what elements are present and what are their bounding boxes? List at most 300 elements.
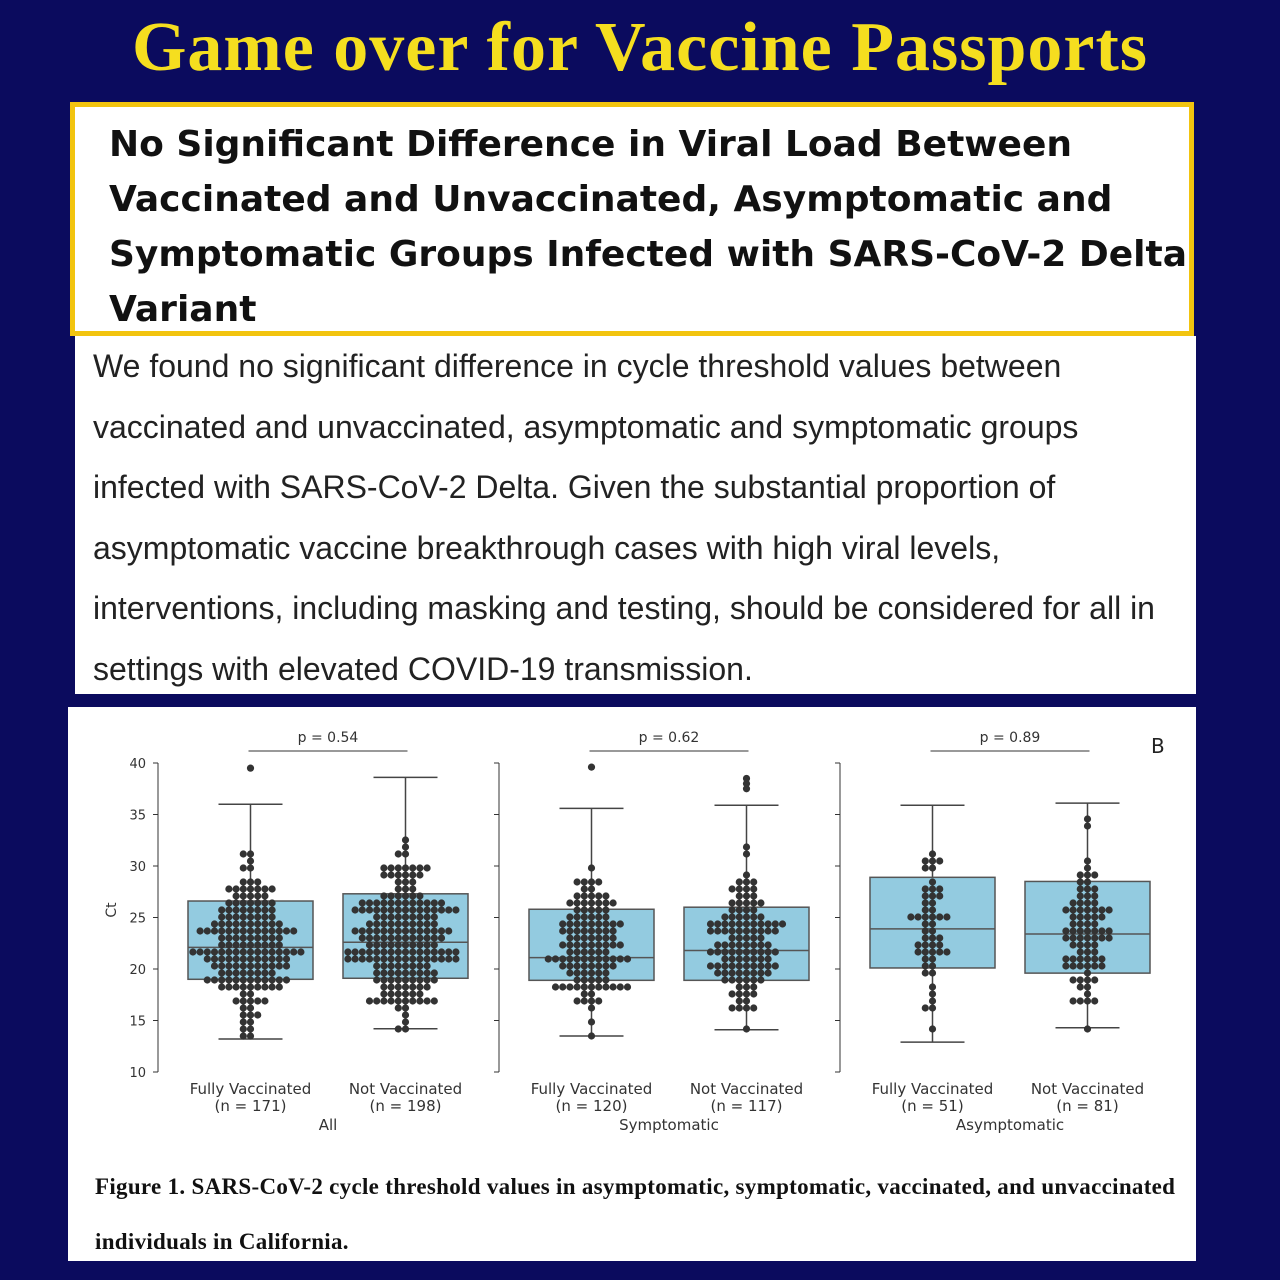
data-point: [395, 850, 402, 857]
p-value-label: p = 0.62: [638, 730, 700, 746]
y-tick-label: 40: [129, 757, 146, 772]
data-point: [373, 997, 380, 1004]
data-point: [366, 997, 373, 1004]
data-point: [402, 892, 409, 899]
x-category-label: Not Vaccinated: [689, 1080, 804, 1098]
data-point: [588, 962, 595, 969]
data-point: [936, 857, 943, 864]
data-point: [380, 899, 387, 906]
data-point: [240, 913, 247, 920]
data-point: [254, 913, 261, 920]
data-point: [602, 920, 609, 927]
data-point: [225, 976, 232, 983]
data-point: [254, 948, 261, 955]
data-point: [424, 997, 431, 1004]
data-point: [581, 969, 588, 976]
data-point: [1098, 906, 1105, 913]
data-point: [743, 955, 750, 962]
data-point: [588, 1018, 595, 1025]
data-point: [929, 899, 936, 906]
data-point: [373, 927, 380, 934]
data-point: [402, 885, 409, 892]
data-point: [233, 913, 240, 920]
data-point: [750, 976, 757, 983]
data-point: [1077, 948, 1084, 955]
data-point: [395, 934, 402, 941]
data-point: [595, 878, 602, 885]
data-point: [574, 983, 581, 990]
data-point: [424, 962, 431, 969]
data-point: [247, 1011, 254, 1018]
outlier-point: [743, 775, 750, 782]
data-point: [757, 920, 764, 927]
data-point: [297, 948, 304, 955]
data-point: [743, 878, 750, 885]
data-point: [559, 983, 566, 990]
data-point: [595, 962, 602, 969]
data-point: [743, 899, 750, 906]
data-point: [352, 906, 359, 913]
data-point: [581, 983, 588, 990]
data-point: [765, 948, 772, 955]
data-point: [416, 934, 423, 941]
data-point: [929, 920, 936, 927]
data-point: [929, 948, 936, 955]
data-point: [240, 990, 247, 997]
data-point: [1084, 962, 1091, 969]
data-point: [388, 990, 395, 997]
data-point: [736, 990, 743, 997]
data-point: [269, 906, 276, 913]
data-point: [431, 948, 438, 955]
data-point: [765, 962, 772, 969]
data-point: [610, 962, 617, 969]
data-point: [574, 969, 581, 976]
data-point: [743, 990, 750, 997]
data-point: [395, 913, 402, 920]
data-point: [225, 969, 232, 976]
data-point: [373, 969, 380, 976]
data-point: [395, 990, 402, 997]
data-point: [247, 969, 254, 976]
data-point: [915, 941, 922, 948]
data-point: [373, 934, 380, 941]
data-point: [1091, 913, 1098, 920]
data-point: [225, 899, 232, 906]
data-point: [409, 885, 416, 892]
article-title-box: [70, 102, 1194, 336]
data-point: [225, 906, 232, 913]
data-point: [943, 913, 950, 920]
data-point: [225, 983, 232, 990]
data-point: [714, 941, 721, 948]
data-point: [283, 955, 290, 962]
data-point: [409, 878, 416, 885]
data-point: [750, 913, 757, 920]
data-point: [729, 962, 736, 969]
data-point: [1077, 997, 1084, 1004]
data-point: [366, 899, 373, 906]
data-point: [729, 920, 736, 927]
data-point: [388, 871, 395, 878]
data-point: [402, 836, 409, 843]
data-point: [247, 941, 254, 948]
data-point: [922, 899, 929, 906]
data-point: [225, 941, 232, 948]
data-point: [922, 857, 929, 864]
data-point: [233, 892, 240, 899]
data-point: [1091, 962, 1098, 969]
data-point: [240, 864, 247, 871]
data-point: [750, 990, 757, 997]
data-point: [247, 1018, 254, 1025]
data-point: [595, 997, 602, 1004]
data-point: [736, 885, 743, 892]
swarm-points: [545, 764, 631, 1040]
data-point: [574, 920, 581, 927]
data-point: [261, 997, 268, 1004]
data-point: [743, 892, 750, 899]
data-point: [736, 899, 743, 906]
data-point: [559, 927, 566, 934]
data-point: [416, 990, 423, 997]
data-point: [380, 962, 387, 969]
data-point: [581, 955, 588, 962]
panel-label: B: [1151, 734, 1165, 758]
data-point: [359, 934, 366, 941]
data-point: [750, 934, 757, 941]
data-point: [595, 941, 602, 948]
data-point: [581, 927, 588, 934]
data-point: [1091, 941, 1098, 948]
data-point: [929, 1025, 936, 1032]
data-point: [388, 962, 395, 969]
data-point: [388, 864, 395, 871]
data-point: [566, 983, 573, 990]
data-point: [559, 941, 566, 948]
data-point: [743, 885, 750, 892]
data-point: [438, 948, 445, 955]
data-point: [581, 976, 588, 983]
data-point: [452, 955, 459, 962]
data-point: [602, 969, 609, 976]
data-point: [729, 885, 736, 892]
data-point: [218, 976, 225, 983]
data-point: [736, 927, 743, 934]
data-point: [424, 913, 431, 920]
data-point: [395, 976, 402, 983]
data-point: [402, 1004, 409, 1011]
data-point: [438, 899, 445, 906]
data-point: [1070, 934, 1077, 941]
y-tick-label: 10: [129, 1066, 146, 1081]
data-point: [240, 927, 247, 934]
data-point: [218, 948, 225, 955]
data-point: [729, 941, 736, 948]
data-point: [366, 955, 373, 962]
data-point: [380, 990, 387, 997]
data-point: [240, 934, 247, 941]
data-point: [743, 969, 750, 976]
data-point: [1098, 927, 1105, 934]
data-point: [269, 976, 276, 983]
data-point: [736, 920, 743, 927]
data-point: [729, 899, 736, 906]
data-point: [915, 948, 922, 955]
data-point: [743, 997, 750, 1004]
data-point: [204, 976, 211, 983]
data-point: [566, 941, 573, 948]
data-point: [424, 906, 431, 913]
data-point: [388, 934, 395, 941]
data-point: [247, 885, 254, 892]
data-point: [283, 962, 290, 969]
data-point: [1077, 899, 1084, 906]
data-point: [1084, 920, 1091, 927]
data-point: [409, 962, 416, 969]
data-point: [729, 913, 736, 920]
data-point: [559, 955, 566, 962]
data-point: [402, 927, 409, 934]
y-tick-label: 35: [129, 808, 146, 824]
data-point: [402, 962, 409, 969]
data-point: [247, 878, 254, 885]
data-point: [588, 913, 595, 920]
data-point: [743, 850, 750, 857]
figure-caption: Figure 1. SARS-CoV-2 cycle threshold values in asymptomatic, symptomatic, vaccinated, and unvaccinated individuals in California.: [95, 1174, 1176, 1254]
data-point: [424, 899, 431, 906]
data-point: [269, 913, 276, 920]
data-point: [233, 955, 240, 962]
data-point: [750, 920, 757, 927]
data-point: [602, 962, 609, 969]
data-point: [254, 920, 261, 927]
data-point: [581, 920, 588, 927]
data-point: [566, 927, 573, 934]
data-point: [936, 941, 943, 948]
data-point: [1062, 934, 1069, 941]
data-point: [416, 927, 423, 934]
data-point: [1070, 913, 1077, 920]
data-point: [907, 913, 914, 920]
data-point: [197, 948, 204, 955]
data-point: [261, 920, 268, 927]
data-point: [424, 983, 431, 990]
data-point: [276, 976, 283, 983]
data-point: [581, 948, 588, 955]
data-point: [743, 948, 750, 955]
data-point: [743, 1025, 750, 1032]
data-point: [218, 969, 225, 976]
data-point: [1070, 899, 1077, 906]
data-point: [218, 927, 225, 934]
data-point: [247, 962, 254, 969]
data-point: [929, 1004, 936, 1011]
data-point: [915, 913, 922, 920]
y-tick-label: 30: [129, 860, 146, 875]
data-point: [254, 941, 261, 948]
data-point: [1084, 899, 1091, 906]
data-point: [380, 927, 387, 934]
data-point: [581, 913, 588, 920]
y-tick-label: 15: [129, 1014, 146, 1030]
data-point: [269, 927, 276, 934]
data-point: [380, 892, 387, 899]
data-point: [247, 899, 254, 906]
data-point: [588, 892, 595, 899]
data-point: [757, 899, 764, 906]
data-point: [602, 934, 609, 941]
data-point: [233, 983, 240, 990]
data-point: [757, 955, 764, 962]
data-point: [736, 878, 743, 885]
data-point: [388, 899, 395, 906]
data-point: [240, 1018, 247, 1025]
data-point: [416, 892, 423, 899]
article-title: No Significant Difference in Viral Load Between Vaccinated and Unvaccinated, Asymptomatic and Symptomatic Groups Infected with SARS-CoV-2 Delta Variant: [109, 124, 1188, 330]
data-point: [395, 927, 402, 934]
data-point: [922, 1004, 929, 1011]
data-point: [602, 927, 609, 934]
data-point: [559, 920, 566, 927]
data-point: [721, 948, 728, 955]
data-point: [240, 906, 247, 913]
data-point: [574, 941, 581, 948]
x-category-label: Fully Vaccinated: [871, 1080, 994, 1098]
data-point: [736, 962, 743, 969]
data-point: [409, 990, 416, 997]
data-point: [743, 871, 750, 878]
data-point: [936, 934, 943, 941]
data-point: [574, 927, 581, 934]
data-point: [1106, 934, 1113, 941]
data-point: [402, 871, 409, 878]
figure-panel: [68, 707, 1196, 1261]
data-point: [402, 983, 409, 990]
data-point: [452, 948, 459, 955]
data-point: [743, 913, 750, 920]
data-point: [750, 878, 757, 885]
data-point: [416, 997, 423, 1004]
x-category-label: Fully Vaccinated: [189, 1080, 312, 1098]
data-point: [602, 892, 609, 899]
x-n-label: (n = 51): [901, 1097, 964, 1115]
data-point: [707, 948, 714, 955]
data-point: [574, 997, 581, 1004]
data-point: [757, 962, 764, 969]
data-point: [402, 878, 409, 885]
data-point: [211, 948, 218, 955]
data-point: [388, 997, 395, 1004]
data-point: [254, 934, 261, 941]
data-point: [602, 906, 609, 913]
data-point: [595, 913, 602, 920]
data-point: [373, 976, 380, 983]
data-point: [750, 1004, 757, 1011]
data-point: [610, 941, 617, 948]
data-point: [736, 941, 743, 948]
data-point: [736, 913, 743, 920]
data-point: [395, 871, 402, 878]
data-point: [736, 892, 743, 899]
data-point: [588, 1032, 595, 1039]
data-point: [380, 983, 387, 990]
data-point: [445, 906, 452, 913]
data-point: [225, 913, 232, 920]
data-point: [269, 899, 276, 906]
group-label: Asymptomatic: [955, 1116, 1065, 1134]
data-point: [721, 955, 728, 962]
data-point: [602, 955, 609, 962]
group-label: All: [318, 1116, 338, 1134]
data-point: [588, 948, 595, 955]
data-point: [750, 948, 757, 955]
data-point: [380, 906, 387, 913]
data-point: [1091, 885, 1098, 892]
data-point: [736, 955, 743, 962]
data-point: [402, 990, 409, 997]
data-point: [416, 864, 423, 871]
data-point: [388, 955, 395, 962]
data-point: [736, 934, 743, 941]
data-point: [218, 934, 225, 941]
data-point: [1091, 948, 1098, 955]
data-point: [431, 941, 438, 948]
data-point: [247, 948, 254, 955]
data-point: [1062, 927, 1069, 934]
data-point: [359, 906, 366, 913]
data-point: [922, 906, 929, 913]
data-point: [721, 941, 728, 948]
data-point: [1077, 913, 1084, 920]
data-point: [409, 920, 416, 927]
data-point: [409, 913, 416, 920]
data-point: [757, 913, 764, 920]
data-point: [431, 920, 438, 927]
data-point: [1084, 990, 1091, 997]
data-point: [581, 997, 588, 1004]
data-point: [1062, 962, 1069, 969]
data-point: [380, 913, 387, 920]
data-point: [707, 920, 714, 927]
data-point: [431, 899, 438, 906]
data-point: [922, 955, 929, 962]
data-point: [402, 913, 409, 920]
data-point: [233, 899, 240, 906]
data-point: [1077, 885, 1084, 892]
data-point: [574, 892, 581, 899]
data-point: [380, 948, 387, 955]
data-point: [595, 983, 602, 990]
data-point: [714, 927, 721, 934]
data-point: [189, 948, 196, 955]
data-point: [595, 976, 602, 983]
data-point: [431, 969, 438, 976]
data-point: [218, 913, 225, 920]
data-point: [1077, 962, 1084, 969]
data-point: [402, 1011, 409, 1018]
data-point: [276, 948, 283, 955]
data-point: [1070, 962, 1077, 969]
data-point: [610, 955, 617, 962]
p-value-label: p = 0.54: [297, 730, 359, 746]
data-point: [402, 906, 409, 913]
data-point: [721, 927, 728, 934]
data-point: [247, 1025, 254, 1032]
data-point: [409, 899, 416, 906]
data-point: [743, 941, 750, 948]
data-point: [588, 955, 595, 962]
